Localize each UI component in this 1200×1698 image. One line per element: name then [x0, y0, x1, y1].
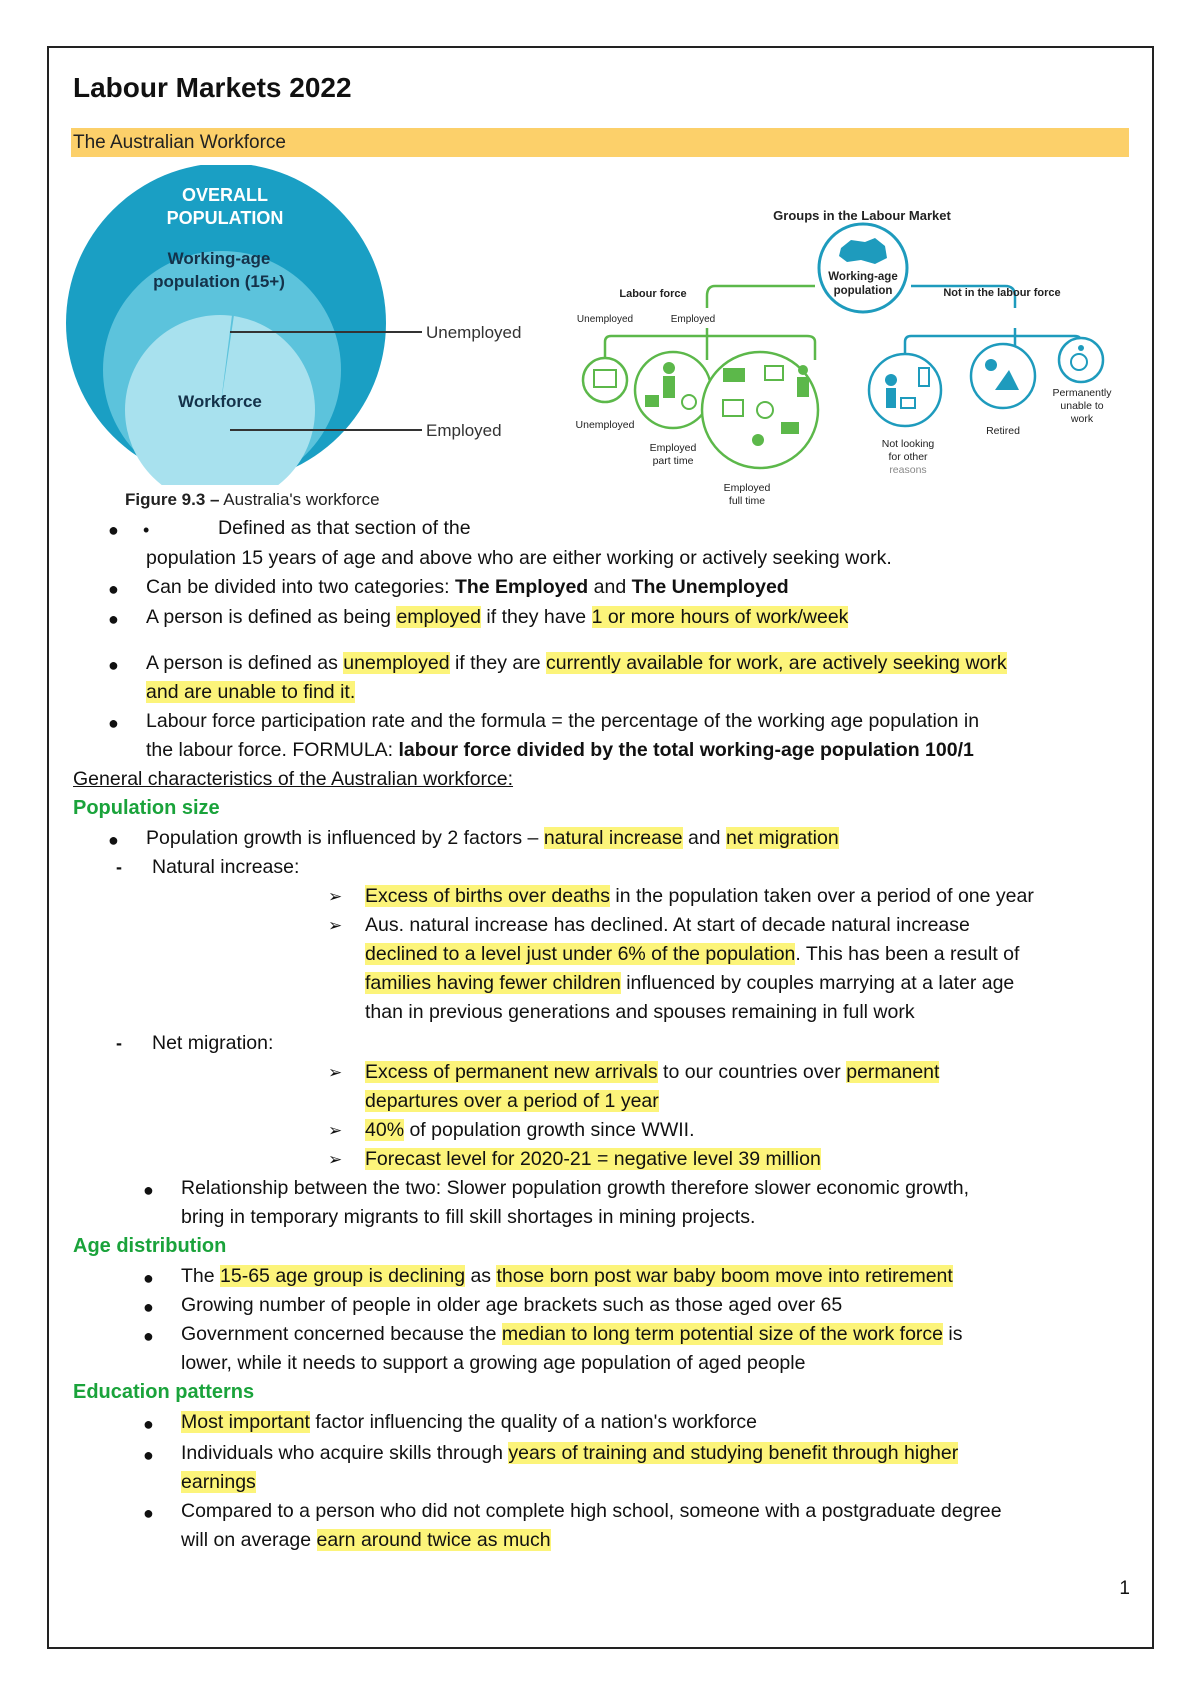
- categories-unemployed: The Unemployed: [631, 576, 789, 598]
- permanent-arrivals: Excess of permanent new arrivals: [365, 1061, 658, 1083]
- workforce-label: Workforce: [178, 392, 262, 411]
- chef-icon: [752, 434, 764, 446]
- education-point-1: [181, 1408, 757, 1437]
- permanent-departures: permanent: [846, 1061, 940, 1083]
- employed-def-term: employed: [396, 606, 481, 628]
- potential-work-force: median to long term potential size of the work force: [501, 1323, 944, 1345]
- categories-employed: The Employed: [454, 576, 589, 598]
- education-patterns-heading: Education patterns: [73, 1381, 255, 1403]
- earn-twice: earn around twice as much: [316, 1529, 551, 1551]
- most-important-rest: factor influencing the quality of a nation's workforce: [309, 1411, 758, 1433]
- net-migration-label: Net migration:: [152, 1032, 274, 1054]
- participation-formula: labour force divided by the total working-age population 100/1: [398, 739, 974, 761]
- declined-level-rest: . This has been a result of: [795, 943, 1020, 965]
- unemployed-def-criteria-cont: and are unable to find it.: [146, 681, 356, 703]
- employed-def-hours: 1 or more hours of work/week: [591, 606, 849, 628]
- unemployed-def-criteria: currently available for work, are actively seeking work: [546, 652, 1007, 674]
- bullet-icon: ●: [108, 655, 119, 675]
- part-time-label-2: part time: [652, 455, 694, 467]
- dash-icon: -: [116, 857, 122, 877]
- overall-label-1: OVERALL: [181, 185, 269, 205]
- not-in-labour-force-label: Not in the labour force: [943, 287, 1061, 299]
- truck-icon: [723, 368, 745, 382]
- labour-market-groups-diagram: [575, 200, 1135, 520]
- education-point-2: [181, 1439, 958, 1468]
- relationship-line-2: bring in temporary migrants to fill skill shortages in mining projects.: [181, 1206, 756, 1228]
- unable-label-1: Permanently: [1052, 387, 1112, 399]
- age-point-3: [181, 1320, 963, 1349]
- relationship-line-1: Relationship between the two: Slower population growth therefore slower economic growth,: [181, 1177, 970, 1199]
- part-time-label-1: Employed: [649, 442, 697, 454]
- page-title: Labour Markets 2022: [73, 72, 352, 103]
- retired-label: Retired: [986, 425, 1020, 437]
- bullet-icon: ●: [108, 830, 119, 850]
- intro-definition-cont: population 15 years of age and above who are either working or actively seeking work.: [146, 547, 892, 569]
- age-point-1: [181, 1262, 953, 1291]
- intro-definition: Defined as that section of the: [218, 517, 471, 539]
- intro-unemployed-definition: [146, 649, 1007, 678]
- unemployed-group-label: Unemployed: [575, 419, 635, 431]
- growth-prefix: Population growth is influenced by 2 factors –: [146, 827, 544, 849]
- employed-def-prefix: A person is defined as being: [146, 606, 397, 628]
- unemployed-tab-label: Unemployed: [576, 314, 634, 325]
- figure-caption-text: Australia's workforce: [219, 490, 380, 509]
- births-over-deaths: Excess of births over deaths: [365, 885, 610, 907]
- intro-categories: [146, 573, 789, 602]
- center-label-2: population: [833, 285, 893, 297]
- declined-level: declined to a level just under 6% of the population: [365, 943, 796, 965]
- arrow-bullet-icon: ➢: [328, 1063, 343, 1082]
- higher-earnings: years of training and studying benefit through higher: [508, 1442, 959, 1464]
- natural-increase-point-2-line-3: [365, 969, 1014, 998]
- figure-caption-number: Figure 9.3 –: [125, 490, 220, 509]
- figure-caption: [125, 490, 380, 510]
- general-characteristics-heading: General characteristics of the Australian workforce:: [73, 768, 514, 790]
- forecast-level: Forecast level for 2020-21 = negative level 39 million: [365, 1148, 821, 1170]
- forty-percent: 40%: [365, 1119, 405, 1141]
- register-icon: [781, 422, 799, 434]
- page-number: 1: [1119, 1578, 1130, 1599]
- arrow-bullet-icon: ➢: [328, 887, 343, 906]
- age-group-declining: 15-65 age group is declining: [220, 1265, 466, 1287]
- net-migration-point-1: [365, 1058, 939, 1087]
- unemployed-def-mid: if they are: [449, 652, 547, 674]
- person-body-icon: [663, 376, 675, 398]
- carer-body-icon: [886, 388, 896, 408]
- age-point-2: Growing number of people in older age brackets such as those aged over 65: [181, 1294, 843, 1316]
- unemployed-def-cont: [146, 678, 355, 707]
- bullet-icon: •: [143, 520, 150, 540]
- bullet-icon: ●: [143, 1503, 154, 1523]
- education-point-2-prefix: Individuals who acquire skills through: [181, 1442, 509, 1464]
- education-point-3-line-2: [181, 1526, 551, 1555]
- not-looking-label-2: for other: [888, 451, 928, 463]
- labour-force-label: Labour force: [619, 288, 687, 300]
- unable-label-2: unable to: [1060, 400, 1104, 412]
- employed-label: Employed: [426, 421, 502, 440]
- section-banner: The Australian Workforce: [71, 128, 1129, 157]
- most-important: Most important: [181, 1411, 310, 1433]
- age-point-3-cont: lower, while it needs to support a growing age population of aged people: [181, 1352, 806, 1374]
- person-icon: [663, 362, 675, 374]
- unemployed-def-term: unemployed: [343, 652, 450, 674]
- natural-increase-point-2-line-1: Aus. natural increase has declined. At start of decade natural increase: [365, 914, 970, 936]
- bullet-icon: ●: [108, 609, 119, 629]
- arrow-bullet-icon: ➢: [328, 916, 343, 935]
- categories-prefix: Can be divided into two categories:: [146, 576, 455, 598]
- full-time-label-2: full time: [728, 495, 766, 507]
- unemployed-def-prefix: A person is defined as: [146, 652, 344, 674]
- baby-boom-retirement: those born post war baby boom move into retirement: [496, 1265, 953, 1287]
- net-migration-point-1-cont: [365, 1087, 659, 1116]
- employed-tab-label: Employed: [670, 314, 716, 325]
- unemployed-circle: [583, 358, 627, 402]
- net-migration-point-2: [365, 1116, 695, 1145]
- not-looking-circle: [869, 354, 941, 426]
- center-label-1: Working-age: [828, 271, 898, 283]
- education-point-3-line-1: Compared to a person who did not complete high school, someone with a postgraduate degree: [181, 1500, 1002, 1522]
- participation-rate-line-2: [146, 736, 974, 765]
- lf-connector: [707, 286, 815, 308]
- bullet-icon: ●: [143, 1180, 154, 1200]
- unable-circle: [1059, 338, 1103, 382]
- growth-natural-increase: natural increase: [543, 827, 683, 849]
- fewer-children-rest: influenced by couples marrying at a later age: [620, 972, 1015, 994]
- not-looking-label-1: Not looking: [881, 438, 935, 450]
- unable-label-3: work: [1070, 413, 1094, 425]
- participation-rate-line-1: Labour force participation rate and the formula = the percentage of the working age population in: [146, 710, 980, 732]
- retired-circle: [971, 344, 1035, 408]
- net-migration-point-3: [365, 1145, 821, 1174]
- arrow-bullet-icon: ➢: [328, 1150, 343, 1169]
- overall-label-2: POPULATION: [166, 208, 284, 228]
- bullet-icon: ●: [143, 1445, 154, 1465]
- cart-icon: [645, 395, 659, 407]
- fewer-children: families having fewer children: [365, 972, 621, 994]
- age-point-3-rest: is: [943, 1323, 963, 1345]
- bullet-icon: ●: [143, 1326, 154, 1346]
- employed-def-mid: if they have: [481, 606, 592, 628]
- unemployed-label: Unemployed: [426, 323, 522, 342]
- workforce-figure: [62, 165, 542, 485]
- groups-title: Groups in the Labour Market: [773, 208, 951, 223]
- forty-percent-rest: of population growth since WWII.: [404, 1119, 695, 1141]
- births-over-deaths-rest: in the population taken over a period of one year: [609, 885, 1034, 907]
- bullet-icon: ●: [143, 1268, 154, 1288]
- working-age-circle: [819, 224, 907, 312]
- categories-and: and: [588, 576, 632, 598]
- growth-net-migration: net migration: [725, 827, 839, 849]
- natural-increase-point-1: [365, 882, 1034, 911]
- age-point-1-mid: as: [465, 1265, 497, 1287]
- growth-and: and: [682, 827, 726, 849]
- natural-increase-label: Natural increase:: [152, 856, 300, 878]
- participation-formula-prefix: the labour force. FORMULA:: [146, 739, 399, 761]
- age-point-3-prefix: Government concerned because the: [181, 1323, 502, 1345]
- age-point-1-prefix: The: [181, 1265, 221, 1287]
- age-distribution-heading: Age distribution: [73, 1235, 227, 1257]
- arrow-bullet-icon: ➢: [328, 1121, 343, 1140]
- wheelchair-user-icon: [1078, 345, 1084, 351]
- natural-increase-point-2-line-2: [365, 940, 1019, 969]
- bullet-icon: ●: [108, 520, 119, 540]
- intro-employed-definition: [146, 603, 848, 632]
- worker-icon: [798, 365, 808, 375]
- population-size-heading: Population size: [73, 797, 220, 819]
- dash-icon: -: [116, 1033, 122, 1053]
- full-time-label-1: Employed: [723, 482, 771, 494]
- population-growth-factors: [146, 824, 839, 853]
- bullet-icon: ●: [143, 1297, 154, 1317]
- bullet-icon: ●: [108, 713, 119, 733]
- education-point-3-prefix: will on average: [181, 1529, 317, 1551]
- working-age-label-1: Working-age: [167, 249, 271, 268]
- working-age-label-2: population (15+): [153, 272, 285, 291]
- departures-period: departures over a period of 1 year: [365, 1090, 659, 1112]
- carer-icon: [885, 374, 897, 386]
- permanent-arrivals-mid: to our countries over: [657, 1061, 847, 1083]
- retiree-icon: [985, 359, 997, 371]
- earnings: earnings: [181, 1471, 256, 1493]
- worker-body-icon: [797, 377, 809, 397]
- natural-increase-point-2-line-4: than in previous generations and spouses remaining in full work: [365, 1001, 915, 1023]
- not-looking-label-3: reasons: [889, 464, 927, 476]
- bullet-icon: ●: [108, 579, 119, 599]
- education-point-2-cont: [181, 1468, 256, 1497]
- bullet-icon: ●: [143, 1414, 154, 1434]
